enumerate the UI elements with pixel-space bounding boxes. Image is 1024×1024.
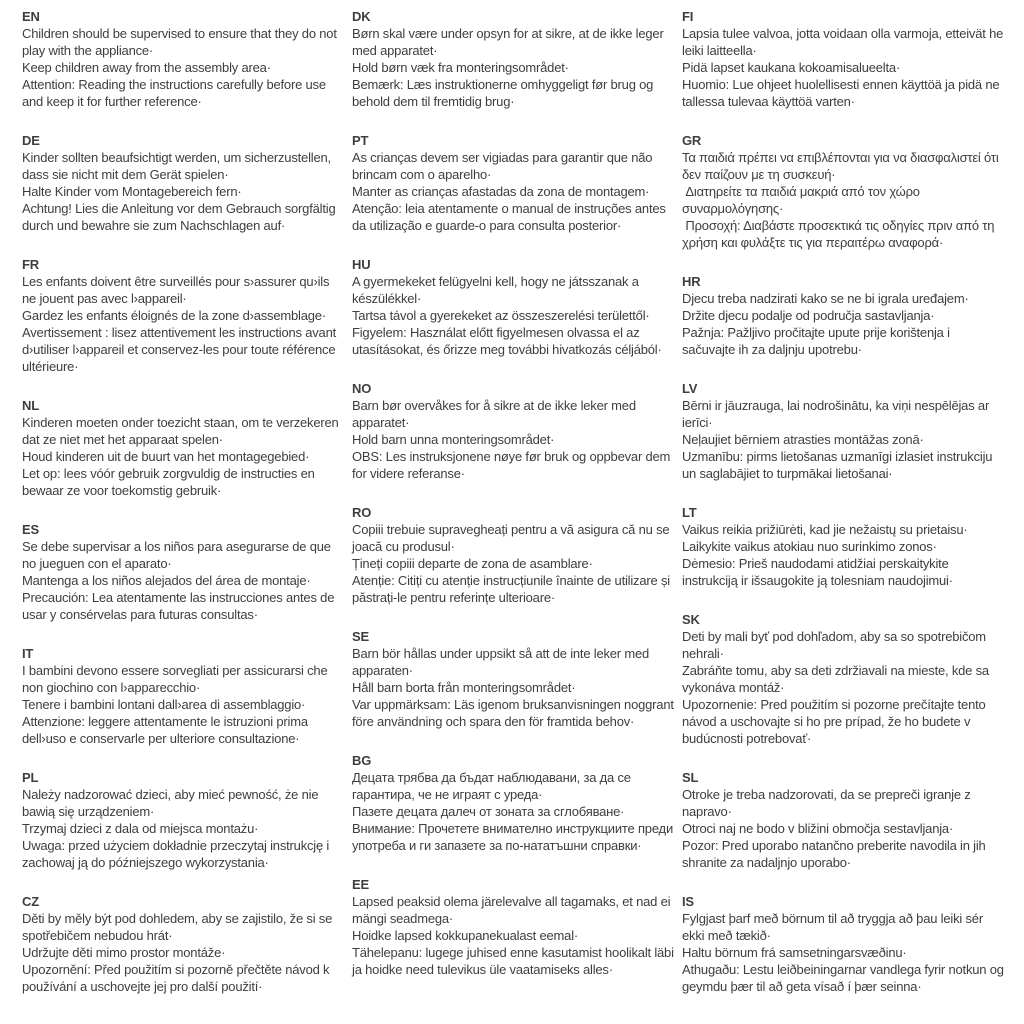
instruction-sentence: Fylgjast þarf með börnum til að tryggja að þau leiki sér ekki með tækið· — [682, 911, 987, 943]
language-section — [22, 769, 344, 871]
language-code-label: BG — [352, 753, 372, 768]
instruction-sentence: A gyermekeket felügyelni kell, hogy ne játsszanak a készülékkel· — [352, 274, 643, 306]
column-3 — [682, 8, 1012, 1017]
instruction-sentence: Se debe supervisar a los niños para asegurarse de que no jueguen con el aparato· — [22, 539, 335, 571]
instruction-sentence: Pažnja: Pažljivo pročitajte upute prije korištenja i sačuvajte ih za daljnju upotrebu· — [682, 325, 954, 357]
instruction-sentence: Håll barn borta från monteringsområdet· — [352, 680, 576, 695]
instruction-sentence: Otroci naj ne bodo v bližini območja sestavljanja· — [682, 821, 954, 836]
instruction-sentence: Gardez les enfants éloignés de la zone d›assemblage· — [22, 308, 326, 323]
instruction-sentence: Avertissement : lisez attentivement les instructions avant d›utiliser l›appareil et conservez-les pour toute référence ultérieure· — [22, 325, 340, 374]
instruction-sentence: As crianças devem ser vigiadas para garantir que não brincam com o aparelho· — [352, 150, 656, 182]
instruction-sentence: Uwaga: przed użyciem dokładnie przeczytaj instrukcję i zachowaj ją do późniejszego wykorzystania· — [22, 838, 333, 870]
instruction-sentence: Pidä lapset kaukana kokoamisalueelta· — [682, 60, 901, 75]
instruction-sentence: Dėmesio: Prieš naudodami atidžiai perskaitykite instrukciją ir išsaugokite ją tolesniam naudojimui· — [682, 556, 953, 588]
instruction-sentence: Neļaujiet bērniem atrasties montāžas zonā· — [682, 432, 924, 447]
instruction-sentence: Kinderen moeten onder toezicht staan, om te verzekeren dat ze niet met het apparaat spelen· — [22, 415, 342, 447]
instruction-sentence: Otroke je treba nadzorovati, da se prepreči igranje z napravo· — [682, 787, 974, 819]
language-code-label: CZ — [22, 894, 39, 909]
language-section — [352, 876, 678, 978]
language-section — [22, 893, 344, 995]
language-code-label: NL — [22, 398, 39, 413]
instruction-sentence: Należy nadzorować dzieci, aby mieć pewność, że nie bawią się urządzeniem· — [22, 787, 322, 819]
instruction-sentence: Uzmanību: pirms lietošanas uzmanīgi izlasiet instrukciju un saglabājiet to turpmākai lietošanai· — [682, 449, 996, 481]
instruction-sentence: Athugaðu: Lestu leiðbeiningarnar vandlega fyrir notkun og geymdu þær til að geta vísað í þær seinna· — [682, 962, 1008, 994]
column-2 — [352, 8, 682, 1000]
instruction-sentence: Haltu börnum frá samsetningarsvæðinu· — [682, 945, 907, 960]
instruction-sentence: Barn bör hållas under uppsikt så att de inte leker med apparaten· — [352, 646, 653, 678]
language-section — [682, 611, 1004, 747]
language-code-label: HU — [352, 257, 371, 272]
language-section — [352, 132, 674, 234]
instruction-sentence: Hoidke lapsed kokkupanekualast eemal· — [352, 928, 579, 943]
language-code-label: ES — [22, 522, 39, 537]
language-section — [352, 628, 678, 730]
instruction-sentence: Vaikus reikia prižiūrėti, kad jie nežaistų su prietaisu· — [682, 522, 968, 537]
language-section — [22, 256, 344, 375]
instruction-sentence: Børn skal være under opsyn for at sikre, at de ikke leger med apparatet· — [352, 26, 667, 58]
instruction-sentence: Upozornenie: Pred použitím si pozorne prečítajte tento návod a uschovajte si ho pre prípad, že ho budete v budúcnosti potrebovať· — [682, 697, 989, 746]
instruction-sentence: OBS: Les instruksjonene nøye før bruk og oppbevar dem for videre referanse· — [352, 449, 674, 481]
instruction-sentence: Bemærk: Læs instruktionerne omhyggeligt før brug og behold dem til fremtidig brug· — [352, 77, 657, 109]
instruction-sentence: Τα παιδιά πρέπει να επιβλέπονται για να διασφαλιστεί ότι δεν παίζουν με τη συσκευή· — [682, 150, 1002, 182]
instruction-sentence: Djecu treba nadzirati kako se ne bi igrala uređajem· — [682, 291, 969, 306]
instruction-sentence: Precaución: Lea atentamente las instrucciones antes de usar y consérvelas para futuras consultas· — [22, 590, 338, 622]
instruction-sentence: Var uppmärksam: Läs igenom bruksanvisningen noggrant före användning och spara den för framtida behov· — [352, 697, 678, 729]
language-code-label: SL — [682, 770, 699, 785]
instruction-sentence: Huomio: Lue ohjeet huolellisesti ennen käyttöä ja pidä ne tallessa tulevaa käyttöä varten· — [682, 77, 1003, 109]
language-section — [22, 8, 344, 110]
instruction-sentence: Atenção: leia atentamente o manual de instruções antes da utilização e guarde-o para consulta posterior· — [352, 201, 670, 233]
instruction-sentence: Țineți copiii departe de zona de asamblare· — [352, 556, 593, 571]
instruction-sentence: Διατηρείτε τα παιδιά μακριά από τον χώρο συναρμολόγησης· — [682, 184, 924, 216]
language-code-label: PL — [22, 770, 39, 785]
instruction-sentence: Внимание: Прочетете внимателно инструкциите преди употреба и ги запазете за по-нататъшни справки· — [352, 821, 677, 853]
language-code-label: IS — [682, 894, 694, 909]
instruction-sentence: Lapsed peaksid olema järelevalve all tagamaks, et nad ei mängi seadmega· — [352, 894, 674, 926]
instruction-sentence: Pozor: Pred uporabo natančno preberite navodila in jih shranite za nadaljnjo uporabo· — [682, 838, 989, 870]
instruction-sentence: Attention: Reading the instructions carefully before use and keep it for further reference· — [22, 77, 330, 109]
instruction-sentence: Děti by měly být pod dohledem, aby se zajistilo, že si se spotřebičem nebudou hrát· — [22, 911, 336, 943]
instruction-sentence: Tenere i bambini lontani dall›area di assemblaggio· — [22, 697, 306, 712]
language-section — [22, 645, 344, 747]
language-code-label: LT — [682, 505, 697, 520]
instruction-sentence: Προσοχή: Διαβάστε προσεκτικά τις οδηγίες πριν από τη χρήση και φυλάξτε τις για περαιτέρω αναφορά· — [682, 218, 998, 250]
instruction-sentence: Figyelem: Használat előtt figyelmesen olvassa el az utasításokat, és őrizze meg további hivatkozás céljából· — [352, 325, 662, 357]
instruction-sentence: Kinder sollten beaufsichtigt werden, um sicherzustellen, dass sie nicht mit dem Gerät spielen· — [22, 150, 335, 182]
instruction-sentence: Пазете децата далеч от зоната за сглобяване· — [352, 804, 625, 819]
instruction-sentence: Mantenga a los niños alejados del área de montaje· — [22, 573, 311, 588]
instruction-sentence: Children should be supervised to ensure that they do not play with the appliance· — [22, 26, 341, 58]
language-section — [352, 8, 674, 110]
instruction-sentence: Manter as crianças afastadas da zona de montagem· — [352, 184, 650, 199]
instruction-sentence: Laikykite vaikus atokiau nuo surinkimo zonos· — [682, 539, 937, 554]
instruction-sentence: Držite djecu podalje od područja sastavljanja· — [682, 308, 935, 323]
column-1 — [22, 8, 352, 1017]
language-section — [682, 132, 1004, 251]
language-code-label: RO — [352, 505, 372, 520]
language-code-label: HR — [682, 274, 701, 289]
instruction-sentence: Atenție: Citiți cu atenție instrucțiunile înainte de utilizare și păstrați-le pentru referințe ulterioare· — [352, 573, 674, 605]
instruction-sentence: Tartsa távol a gyerekeket az összeszerelési területtől· — [352, 308, 650, 323]
language-code-label: FI — [682, 9, 694, 24]
language-code-label: FR — [22, 257, 39, 272]
language-code-label: NO — [352, 381, 372, 396]
language-code-label: DE — [22, 133, 40, 148]
instruction-sentence: Achtung! Lies die Anleitung vor dem Gebrauch sorgfältig durch und bewahre sie zum Nachschlagen auf· — [22, 201, 339, 233]
language-section — [352, 380, 674, 482]
language-code-label: IT — [22, 646, 34, 661]
instruction-sentence: Copiii trebuie supravegheați pentru a vă asigura că nu se joacă cu produsul· — [352, 522, 673, 554]
language-code-label: EN — [22, 9, 40, 24]
language-code-label: SK — [682, 612, 700, 627]
language-code-label: DK — [352, 9, 371, 24]
instruction-sentence: Upozornění: Před použitím si pozorně přečtěte návod k používání a uschovejte jej pro další použití· — [22, 962, 333, 994]
language-section — [352, 504, 674, 606]
instruction-sentence: Keep children away from the assembly area· — [22, 60, 271, 75]
language-section — [22, 132, 344, 234]
instruction-sentence: Udržujte děti mimo prostor montáže· — [22, 945, 226, 960]
instruction-sentence: Let op: lees vóór gebruik zorgvuldig de instructies en bewaar ze voor toekomstig gebruik· — [22, 466, 319, 498]
instruction-sentence: Deti by mali byť pod dohľadom, aby sa so spotrebičom nehrali· — [682, 629, 990, 661]
language-code-label: PT — [352, 133, 369, 148]
language-section — [352, 752, 677, 854]
instruction-sentence: Zabráňte tomu, aby sa deti zdržiavali na mieste, kde sa vykonáva montáž· — [682, 663, 993, 695]
language-section — [682, 893, 1008, 995]
instruction-sentence: Halte Kinder vom Montagebereich fern· — [22, 184, 242, 199]
language-code-label: LV — [682, 381, 698, 396]
instruction-sentence: Hold børn væk fra monteringsområdet· — [352, 60, 569, 75]
language-code-label: SE — [352, 629, 369, 644]
language-section — [682, 504, 1004, 589]
language-section — [22, 397, 344, 499]
instruction-sentence: Trzymaj dzieci z dala od miejsca montażu· — [22, 821, 259, 836]
language-section — [682, 8, 1007, 110]
instruction-sentence: I bambini devono essere sorvegliati per assicurarsi che non giochino con l›apparecchio· — [22, 663, 331, 695]
language-section — [682, 273, 1004, 358]
instruction-sentence: Hold barn unna monteringsområdet· — [352, 432, 555, 447]
instruction-sentence: Houd kinderen uit de buurt van het montagegebied· — [22, 449, 310, 464]
language-code-label: EE — [352, 877, 369, 892]
language-section — [682, 380, 1004, 482]
language-section — [352, 256, 674, 358]
instruction-sentence: Децата трябва да бъдат наблюдавани, за да се гарантира, че не играят с уреда· — [352, 770, 635, 802]
instruction-sentence: Bērni ir jāuzrauga, lai nodrošinātu, ka viņi nespēlējas ar ierīci· — [682, 398, 993, 430]
instruction-sentence: Tähelepanu: lugege juhised enne kasutamist hoolikalt läbi ja hoidke need tulevikus üle vaatamiseks alles· — [352, 945, 678, 977]
instruction-sentence: Barn bør overvåkes for å sikre at de ikke leker med apparatet· — [352, 398, 640, 430]
instruction-sentence: Lapsia tulee valvoa, jotta voidaan olla varmoja, etteivät he leiki laitteella· — [682, 26, 1007, 58]
language-code-label: GR — [682, 133, 702, 148]
language-section — [682, 769, 1004, 871]
instruction-sentence: Les enfants doivent être surveillés pour s›assurer qu›ils ne jouent pas avec l›appareil· — [22, 274, 333, 306]
language-section — [22, 521, 344, 623]
instruction-sentence: Attenzione: leggere attentamente le istruzioni prima dell›uso e conservarle per ulteriore consultazione· — [22, 714, 312, 746]
